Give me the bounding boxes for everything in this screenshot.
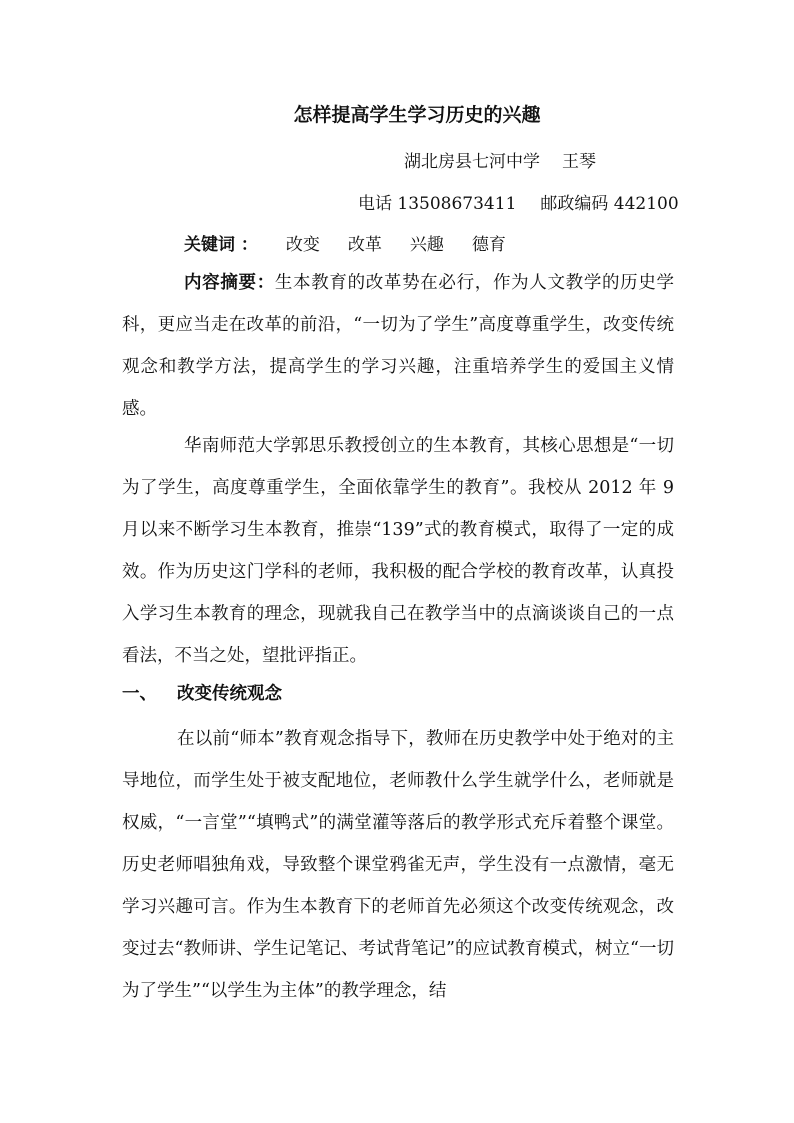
section-heading (122, 680, 282, 705)
abstract-label: 内容摘要： (184, 273, 275, 293)
contact-postal: 邮政编码 442100 (540, 194, 679, 214)
keywords-label: 关键词 ： (184, 235, 258, 255)
section-paragraph: 在以前“师本”教育观念指导下，教师在历史教学中处于绝对的主导地位，而学生处于被支配地位，老师教什么学生就学什么，老师就是权威，“一言堂”“填鸭式”的满堂灌等落后的教学形式充斥着整个课堂。历史老师唱独角戏，导致整个课堂鸦雀无声，学生没有一点激情，毫无学习兴趣可言。作为生本教育下的老师首先必须这个改变传统观念，改变过去“教师讲、学生记笔记、考试背笔记”的应试教育模式，树立“一切为了学生”“以学生为主体”的教学理念，结 (122, 729, 674, 1001)
keyword-item: 改变 (285, 235, 320, 255)
contact-line (358, 189, 679, 214)
abstract-paragraph (122, 262, 674, 430)
document-title: 怎样提高学生学习历史的兴趣 (293, 104, 541, 126)
section-number: 一、 (122, 684, 157, 704)
abstract-text: 生本教育的改革势在必行，作为人文教学的历史学科，更应当走在改革的前沿，“一切为了学生”高度尊重学生，改变传统观念和教学方法，提高学生的学习兴趣，注重培养学生的爱国主义情感。 (122, 273, 675, 419)
section-title: 改变传统观念 (177, 684, 282, 704)
author-affiliation: 湖北房县七河中学 (404, 152, 540, 172)
keyword-item: 改革 (347, 235, 382, 255)
author-line (404, 147, 596, 172)
intro-paragraph: 华南师范大学郭思乐教授创立的生本教育，其核心思想是“一切为了学生，高度尊重学生，全面依靠学生的教育”。我校从 2012 年 9 月以来不断学习生本教育，推崇“139”式的教育模式，取得了一定的成效。作为历史这门学科的老师，我积极的配合学校的教育改革，认真投入学习生本教育的理念，现就我自己在教学当中的点滴谈谈自己的一点看法，不当之处，望批评指正。 (122, 436, 674, 666)
contact-phone: 电话 13508673411 (358, 194, 517, 214)
author-name: 王琴 (562, 152, 596, 172)
keywords-line (184, 230, 506, 255)
keyword-item: 兴趣 (409, 235, 444, 255)
keyword-item: 德育 (471, 235, 506, 255)
